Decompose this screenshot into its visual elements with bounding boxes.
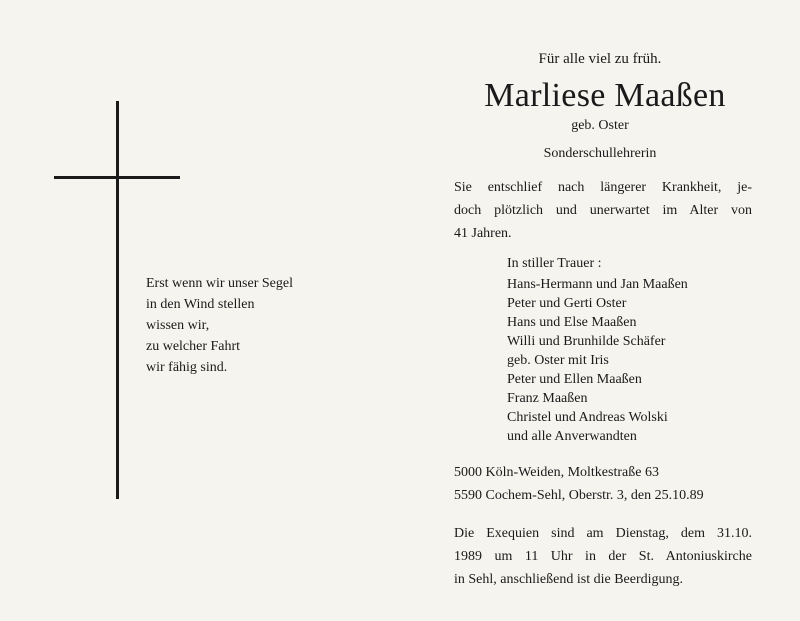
mourner: Franz Maaßen	[507, 391, 588, 406]
mourning-heading: In stiller Trauer :	[507, 256, 602, 271]
profession: Sonderschullehrerin	[543, 146, 657, 161]
mourner: und alle Anverwandten	[507, 429, 637, 444]
poem-line: in den Wind stellen	[146, 297, 255, 312]
mourner: Christel und Andreas Wolski	[507, 410, 668, 425]
poem-line: zu welcher Fahrt	[146, 339, 241, 354]
funeral-line: in Sehl, anschließend ist die Beerdigung.	[454, 572, 684, 587]
poem-line: wissen wir,	[146, 318, 210, 333]
deceased-name: Marliese Maaßen	[484, 77, 726, 114]
funeral-line: Die Exequien sind am Dienstag, dem 31.10.	[454, 526, 752, 541]
cross-icon-bar	[54, 176, 180, 179]
poem-line: wir fähig sind.	[146, 360, 228, 375]
funeral-line: 1989 um 11 Uhr in der St. Antoniuskirche	[454, 549, 752, 564]
announcement-line: 41 Jahren.	[454, 226, 512, 241]
address-line: 5000 Köln-Weiden, Moltkestraße 63	[454, 465, 659, 480]
mourner: Hans und Else Maaßen	[507, 315, 637, 330]
motto: Für alle viel zu früh.	[538, 51, 662, 67]
announcement	[454, 176, 754, 245]
mourner: Hans-Hermann und Jan Maaßen	[507, 277, 688, 292]
mourners-list	[507, 254, 688, 446]
poem-line: Erst wenn wir unser Segel	[146, 276, 293, 291]
mourner: Peter und Gerti Oster	[507, 296, 627, 311]
maiden-name: geb. Oster	[571, 118, 629, 133]
announcement-line: doch plötzlich und unerwartet im Alter von	[454, 203, 752, 218]
address-line: 5590 Cochem-Sehl, Oberstr. 3, den 25.10.89	[454, 488, 704, 503]
addresses	[454, 461, 754, 507]
mourner: Willi und Brunhilde Schäfer	[507, 334, 666, 349]
announcement-line: Sie entschlief nach längerer Krankheit, je-	[454, 180, 752, 195]
mourner: Peter und Ellen Maaßen	[507, 372, 642, 387]
poem	[146, 273, 293, 378]
cross-icon	[116, 101, 119, 499]
mourner: geb. Oster mit Iris	[507, 353, 609, 368]
funeral-info	[454, 522, 754, 591]
